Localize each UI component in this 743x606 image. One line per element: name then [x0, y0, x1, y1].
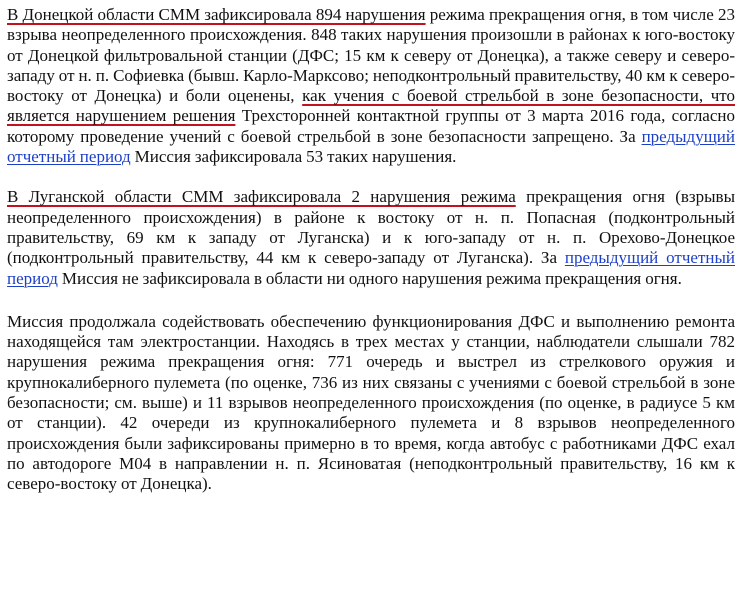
- paragraph-text: Трехсторонней контактной группы от 3 марта 2016 года, согласно которому проведение учений с боевой стрельбой в зоне безопасности запрещено. За: [7, 106, 735, 146]
- report-text: [7, 5, 735, 495]
- underlined-phrase-donetsk-violations: В Донецкой области СММ зафиксировала 894 нарушения: [7, 5, 426, 24]
- paragraph-text: режима прекращения огня, в том числе 23 взрыва неопределенного происхождения. 848 таких нарушения произошли в районах к юго-востоку от Донецкой фильтровальной станции (ДФС; 15 км к северу от Донецка), а также северу и северо-западу от н. п. Софиевка (бывш. Карло-Марксово; неподконтрольный правительству, 40 км к северо-востоку от Донецка) и боли оценены,: [7, 5, 736, 106]
- paragraph-text: Миссия не зафиксировала в области ни одного нарушения режима прекращения огня.: [57, 268, 682, 288]
- paragraph-dfs: [7, 312, 735, 495]
- underlined-phrase-live-fire: как учения с боевой стрельбой в зоне безопасности, что является нарушением решения: [7, 86, 735, 126]
- paragraph-donetsk: [7, 5, 735, 167]
- previous-period-link[interactable]: предыдущий отчетный период: [7, 126, 735, 167]
- underlined-phrase-luhansk-violations: В Луганской области СММ зафиксировала 2 нарушения режима: [7, 187, 516, 207]
- previous-period-link[interactable]: предыдущий отчетный период: [7, 248, 735, 288]
- paragraph-text: Миссия зафиксировала 53 таких нарушения.: [130, 147, 457, 167]
- paragraph-text: Миссия продолжала содействовать обеспечению функционирования ДФС и выполнению ремонта находящейся там электростанции. Находясь в трех местах у станции, наблюдатели слышали 782 нарушения режима прекращения огня: 771 очередь и выстрел из стрелкового оружия и крупнокалиберного пулемета (по оценке, 736 из них связаны с учениями с боевой стрельбой в зоне безопасности; см. выше) и 11 взрывов неопределенного происхождения (по оценке, в радиусе 5 км от станции). 42 очереди из крупнокалиберного пулемета и 8 взрывов неопределенного происхождения были зафиксированы примерно в то время, когда автобус с работниками ДФС ехал по автодороге М04 в направлении н. п. Ясиноватая (неподконтрольный правительству, 16 км к северо-востоку от Донецка).: [7, 311, 735, 494]
- paragraph-text: прекращения огня (взрывы неопределенного происхождения) в районе к востоку от н. п. Попасная (подконтрольный правительству, 69 км к западу от Луганска) и к юго-западу от н. п. Орехово-Донецкое (подконтрольный правительству, 44 км к северо-западу от Луганска). За: [7, 187, 735, 268]
- paragraph-luhansk: [7, 187, 735, 288]
